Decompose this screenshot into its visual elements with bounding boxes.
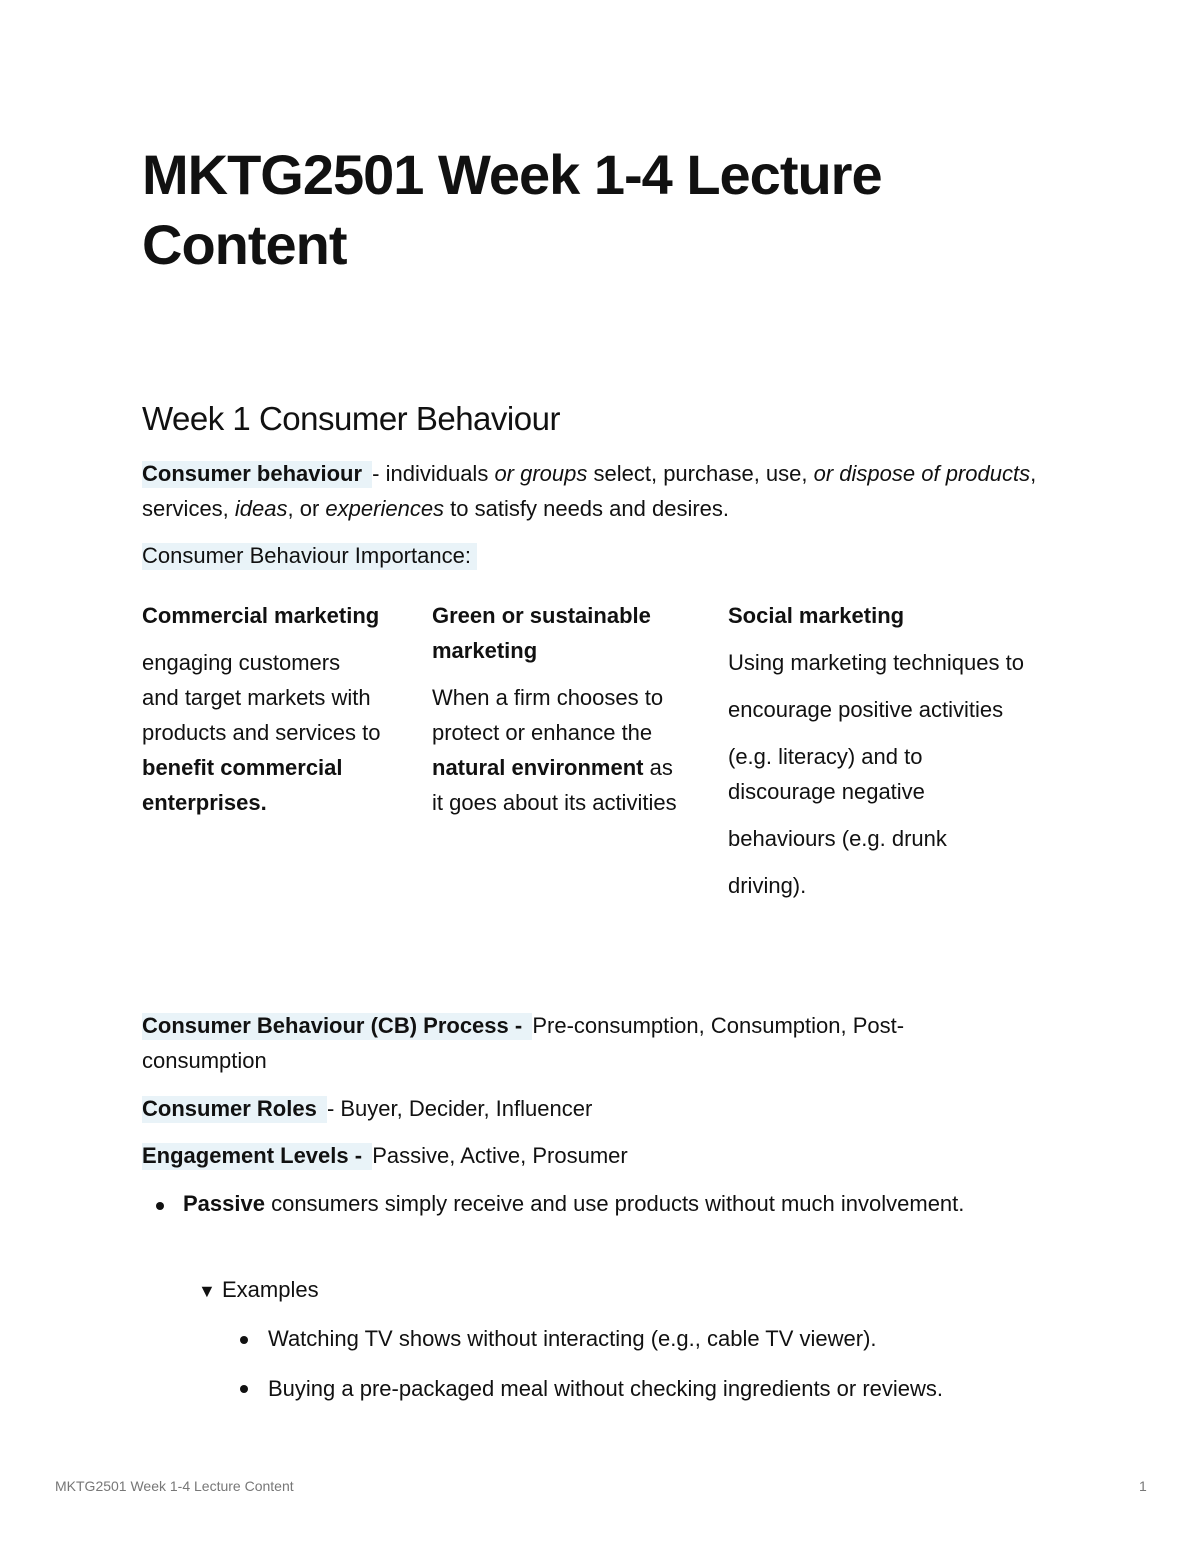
column-text: (e.g. literacy) and to discourage negative (728, 744, 925, 804)
column-text: driving). (728, 873, 807, 898)
section-heading: Week 1 Consumer Behaviour (142, 400, 560, 437)
list-item: Watching TV shows without interacting (e.g., cable TV viewer). (268, 1326, 877, 1351)
process-paragraph: Consumer Behaviour (CB) Process - Pre-consumption, Consumption, Post-consumption (142, 1013, 905, 1073)
column-heading: Green or sustainable marketing (432, 603, 651, 663)
column-text: Using marketing techniques to (728, 650, 1024, 675)
page-number: 1 (1139, 1478, 1147, 1494)
column-text: When a firm chooses to protect or enhance the natural environment as it goes about its activities (432, 685, 677, 815)
page-title: MKTG2501 Week 1-4 Lecture Content (142, 143, 882, 276)
definition-paragraph: Consumer behaviour - individuals or groups select, purchase, use, or dispose of products, services, ideas, or experiences to satisfy needs and desires. (142, 461, 1037, 521)
bullet-icon (240, 1385, 248, 1393)
triangle-down-icon: ▼ (198, 1281, 216, 1301)
footer-title: MKTG2501 Week 1-4 Lecture Content (55, 1478, 294, 1494)
engagement-paragraph: Engagement Levels - Passive, Active, Prosumer (142, 1143, 628, 1168)
examples-toggle[interactable] (198, 1272, 319, 1309)
column-heading: Commercial marketing (142, 603, 380, 628)
roles-paragraph: Consumer Roles - Buyer, Decider, Influencer (142, 1096, 593, 1121)
process-term: Consumer Behaviour (CB) Process - (142, 1013, 532, 1040)
list-item: Buying a pre-packaged meal without checking ingredients or reviews. (268, 1376, 944, 1401)
bullet-icon (156, 1202, 164, 1210)
column-social-marketing (728, 598, 1062, 915)
column-commercial-marketing (142, 598, 382, 820)
importance-label-line (142, 538, 1052, 573)
column-text: encourage positive activities (728, 697, 1004, 722)
column-heading: Social marketing (728, 603, 905, 628)
roles-term: Consumer Roles (142, 1096, 327, 1123)
importance-label: Consumer Behaviour Importance: (142, 543, 477, 570)
toggle-label: Examples (222, 1277, 319, 1302)
definition-term: Consumer behaviour (142, 461, 372, 488)
column-green-marketing (432, 598, 682, 820)
engagement-term: Engagement Levels - (142, 1143, 372, 1170)
bullet-icon (240, 1336, 248, 1344)
list-item: Passive consumers simply receive and use products without much involvement. (183, 1191, 965, 1216)
column-text: behaviours (e.g. drunk (728, 826, 947, 851)
column-text: engaging customers and target markets with products and services to benefit commercial enterprises. (142, 650, 381, 815)
